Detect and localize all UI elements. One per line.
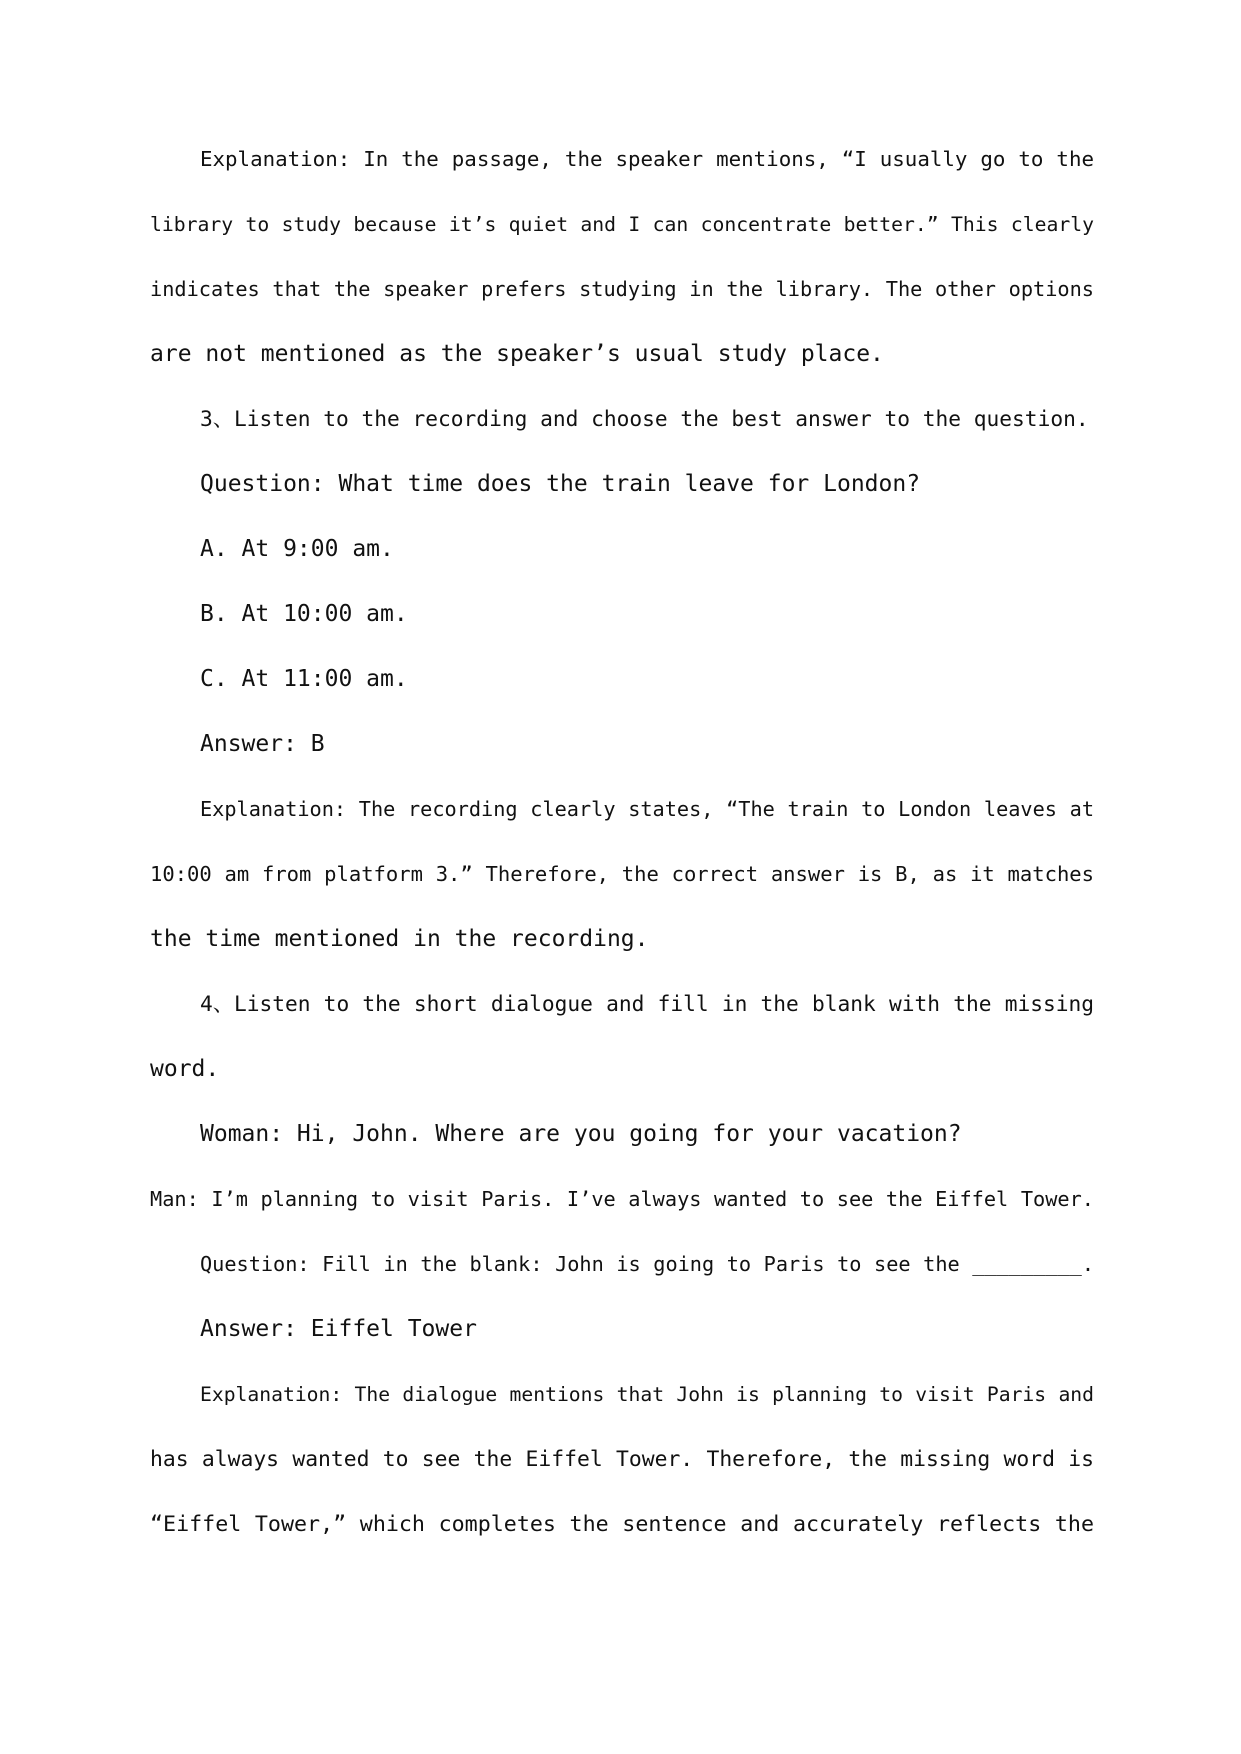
text-line: has always wanted to see the Eiffel Tower. Therefore, the missing word is	[150, 1447, 1094, 1472]
text-line: are not mentioned as the speaker’s usual study place.	[150, 341, 884, 367]
text-line: C. At 11:00 am.	[200, 666, 408, 692]
text-line: Explanation: In the passage, the speaker mentions, “I usually go to the	[200, 147, 1094, 171]
text-line: Question: What time does the train leave for London?	[200, 471, 921, 497]
text-line: Explanation: The recording clearly states, “The train to London leaves at	[200, 797, 1094, 821]
text-line: Man: I’m planning to visit Paris. I’ve always wanted to see the Eiffel Tower.	[150, 1187, 1094, 1211]
text-line: B. At 10:00 am.	[200, 601, 408, 627]
text-line: library to study because it’s quiet and I can concentrate better.” This clearly	[150, 213, 1094, 236]
text-line: A. At 9:00 am.	[200, 536, 394, 562]
text-line: “Eiffel Tower,” which completes the sentence and accurately reflects the	[150, 1512, 1094, 1537]
text-line: Explanation: The dialogue mentions that John is planning to visit Paris and	[200, 1383, 1094, 1406]
text-line: indicates that the speaker prefers studying in the library. The other options	[150, 277, 1094, 301]
text-line: Answer: B	[200, 731, 325, 757]
text-line: the time mentioned in the recording.	[150, 926, 649, 952]
text-line: word.	[150, 1056, 220, 1082]
text-line: 3、Listen to the recording and choose the best answer to the question.	[200, 406, 1089, 431]
text-line: Woman: Hi, John. Where are you going for your vacation?	[200, 1121, 962, 1147]
document-body	[150, 141, 1094, 1571]
text-line: 4、Listen to the short dialogue and fill in the blank with the missing	[200, 991, 1094, 1016]
text-line: Question: Fill in the blank: John is going to Paris to see the _________.	[200, 1252, 1094, 1276]
text-line: 10:00 am from platform 3.” Therefore, the correct answer is B, as it matches	[150, 862, 1094, 886]
text-line: Answer: Eiffel Tower	[200, 1316, 477, 1342]
